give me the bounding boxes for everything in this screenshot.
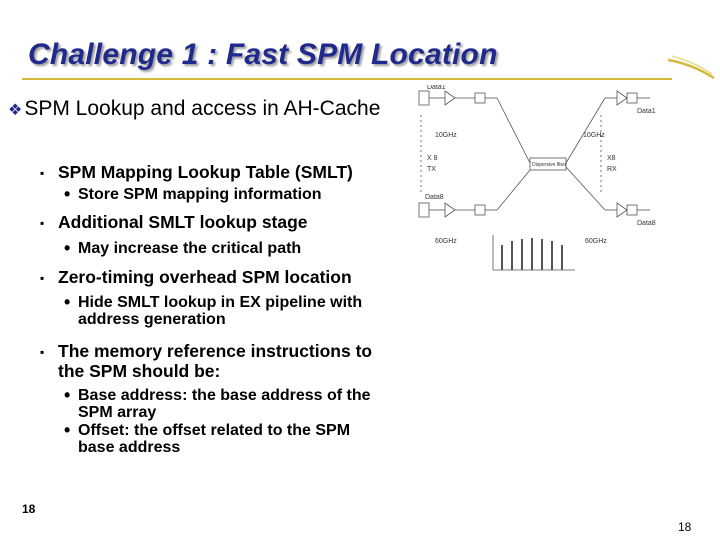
sub-list-item-text: Offset: the offset related to the SPM base address	[78, 422, 351, 456]
fig-label-left-mid: X 8	[427, 155, 438, 162]
fig-label-freq-left-bottom: 60GHz	[435, 238, 457, 245]
footer-page-number: 18	[678, 520, 692, 534]
list-item	[40, 341, 400, 381]
fig-label-data-out-bottom: Data8	[637, 220, 656, 227]
list-item-text: The memory reference instructions to the SPM should be:	[58, 341, 373, 381]
sub-list-item	[64, 294, 394, 328]
slide-title: Challenge 1 : Fast SPM Location	[28, 38, 498, 71]
square-bullet-icon: ▪	[40, 345, 45, 359]
sub-list-item	[64, 186, 394, 204]
main-bullet-text: SPM Lookup and access in AH-Cache	[24, 97, 381, 120]
fig-label-data-in-top: Data1	[427, 85, 446, 91]
list-item	[40, 212, 400, 233]
optical-link-diagram	[405, 85, 663, 285]
dot-bullet-icon: •	[64, 420, 71, 440]
main-bullet	[8, 96, 403, 124]
fig-label-freq-right-top: 10GHz	[583, 132, 605, 139]
title-underline	[22, 78, 672, 80]
fig-label-freq-left-top: 10GHz	[435, 132, 457, 139]
fig-label-freq-right-bottom: 60GHz	[585, 238, 607, 245]
fig-label-right-mid2: RX	[607, 166, 617, 173]
list-item-text: Zero-timing overhead SPM location	[58, 267, 352, 287]
sub-list-item	[64, 240, 394, 258]
diamond-bullet-icon: ❖	[8, 102, 23, 119]
list-item	[40, 267, 400, 288]
fig-label-right-mid: X8	[607, 155, 616, 162]
sub-list-item-text: Base address: the base address of the SPM array	[78, 387, 371, 421]
fig-label-left-mid2: TX	[427, 166, 436, 173]
square-bullet-icon: ▪	[40, 166, 45, 180]
dot-bullet-icon: •	[64, 385, 71, 405]
dot-bullet-icon: •	[64, 292, 71, 312]
fig-label-data-out-top: Data1	[637, 108, 656, 115]
sub-list-item-text: Store SPM mapping information	[78, 186, 322, 203]
list-item	[40, 162, 400, 183]
page-number: 18	[22, 502, 36, 516]
sub-list-item	[64, 422, 394, 456]
sub-list-item-text: Hide SMLT lookup in EX pipeline with address generation	[78, 294, 363, 328]
fig-label-data-in-bottom: Data8	[425, 194, 444, 201]
square-bullet-icon: ▪	[40, 271, 45, 285]
dot-bullet-icon: •	[64, 184, 71, 204]
sub-list-item-text: May increase the critical path	[78, 240, 302, 257]
sub-list-item	[64, 387, 394, 421]
list-item-text: Additional SMLT lookup stage	[58, 212, 308, 232]
square-bullet-icon: ▪	[40, 216, 45, 230]
list-item-text: SPM Mapping Lookup Table (SMLT)	[58, 162, 353, 182]
title-swoosh-decoration	[668, 52, 716, 82]
dot-bullet-icon: •	[64, 238, 71, 258]
fig-label-center-box: Dispersive fiber	[532, 162, 567, 168]
